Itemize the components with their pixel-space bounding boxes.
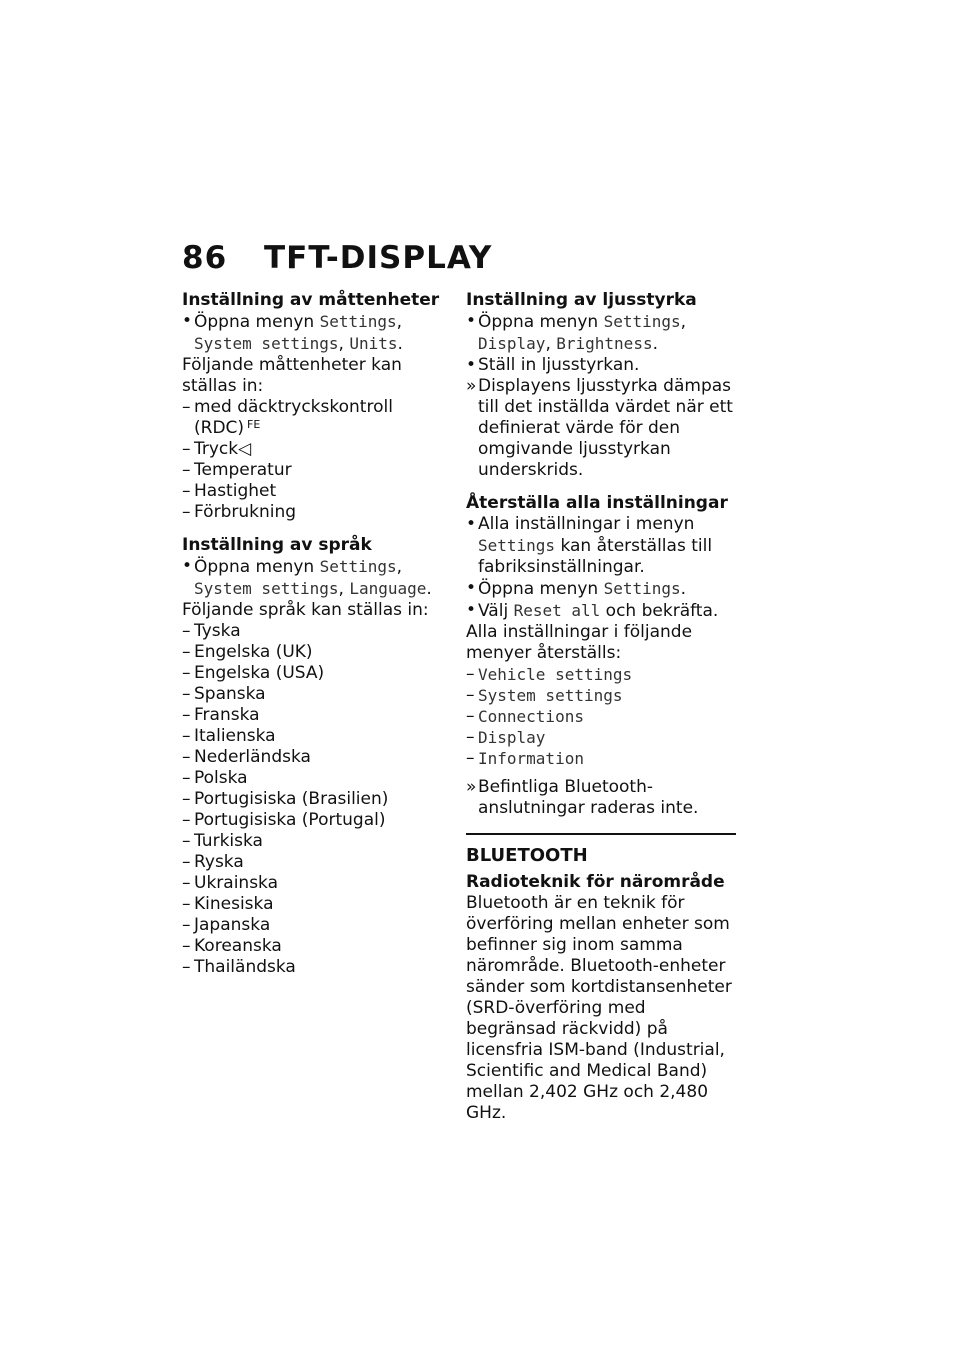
right-column: [466, 290, 736, 1124]
reset-intro: Alla inställningar i följande menyer återställs:: [466, 622, 693, 663]
bluetooth-section: [466, 845, 736, 1124]
language-intro: Följande språk kan ställas in:: [182, 600, 429, 620]
page-title: [182, 240, 492, 276]
bullet-icon: •: [182, 311, 193, 331]
menu-path-settings: Settings: [603, 312, 681, 331]
reset-step-select: [466, 600, 736, 622]
list-item: – Koreanska: [182, 936, 282, 956]
language-section: [182, 535, 452, 978]
list-item: – Connections: [466, 706, 584, 726]
left-column: [182, 290, 452, 978]
step-text: Öppna menyn Settings, System settings, Units.: [194, 312, 403, 354]
brightness-step-set: [466, 355, 736, 376]
result-text: Befintliga Bluetooth-anslutningar raderas inte.: [478, 777, 699, 818]
list-item: – Temperatur: [182, 460, 292, 480]
fe-superscript: FE: [247, 418, 261, 431]
bullet-icon: •: [466, 578, 477, 598]
menu-path-system-settings: System settings: [194, 334, 339, 353]
result-arrow-icon: »: [466, 376, 477, 396]
menu-path-units: Units: [349, 334, 398, 353]
list-item: – Information: [466, 748, 584, 768]
brightness-step-open-menu: [466, 311, 736, 355]
menu-path-brightness: Brightness: [556, 334, 653, 353]
brightness-heading: Inställning av ljusstyrka: [466, 290, 697, 310]
list-item: – Tyska: [182, 621, 241, 641]
list-item: – Display: [466, 727, 546, 747]
reset-heading: Återställa alla inställningar: [466, 493, 728, 513]
result-arrow-icon: »: [466, 777, 477, 797]
brightness-section: [466, 290, 736, 481]
menu-path-language: Language: [349, 579, 427, 598]
section-divider: [466, 833, 736, 835]
step-text: Alla inställningar i menyn Settings kan återställas till fabriksinställningar.: [478, 514, 713, 577]
bullet-icon: •: [182, 556, 193, 576]
menu-path-system-settings: System settings: [194, 579, 339, 598]
page-number: 86: [182, 240, 228, 276]
bullet-icon: •: [466, 600, 477, 620]
list-item: – Spanska: [182, 684, 266, 704]
list-item: – Portugisiska (Portugal): [182, 810, 386, 830]
list-item: – Turkiska: [182, 831, 263, 851]
step-text: Ställ in ljusstyrkan.: [478, 355, 640, 375]
brightness-result: [466, 376, 736, 481]
list-item: – Ryska: [182, 852, 244, 872]
list-item: – Engelska (UK): [182, 642, 313, 662]
list-item: – Tryck◁: [182, 439, 252, 459]
step-text: Öppna menyn Settings.: [478, 579, 687, 599]
list-item: – Ukrainska: [182, 873, 279, 893]
tryck-triangle-icon: ◁: [238, 439, 252, 459]
bluetooth-heading: BLUETOOTH: [466, 845, 588, 866]
list-item: – Franska: [182, 705, 260, 725]
step-text: Öppna menyn Settings, System settings, Language.: [194, 557, 432, 599]
menu-path-settings: Settings: [478, 536, 556, 555]
language-step-open-menu: [182, 556, 452, 600]
units-intro: Följande måttenheter kan ställas in:: [182, 355, 402, 396]
reset-result: [466, 777, 736, 819]
list-item: – Hastighet: [182, 481, 277, 501]
menu-path-reset-all: Reset all: [513, 601, 601, 620]
reset-step-open-menu: [466, 578, 736, 600]
list-item: – Polska: [182, 768, 248, 788]
reset-step-info: [466, 514, 736, 578]
list-item: – Kinesiska: [182, 894, 274, 914]
step-text: Välj Reset all och bekräfta.: [478, 601, 719, 621]
list-item: – Thailändska: [182, 957, 296, 977]
result-text: Displayens ljusstyrka dämpas till det inställda värdet när ett definierat värde för den omgivande ljusstyrkan underskrids.: [478, 376, 733, 480]
menu-path-settings: Settings: [319, 312, 397, 331]
menu-path-settings: Settings: [603, 579, 681, 598]
list-item: – med däcktryckskontroll (RDC) $^{FE}$: [182, 397, 393, 438]
units-heading: Inställning av måttenheter: [182, 290, 440, 310]
units-step-open-menu: [182, 311, 452, 355]
bullet-icon: •: [466, 311, 477, 331]
menu-path-settings: Settings: [319, 557, 397, 576]
units-section: [182, 290, 452, 523]
reset-section: [466, 493, 736, 819]
step-text: Öppna menyn Settings, Display, Brightness.: [478, 312, 687, 354]
list-item: – Engelska (USA): [182, 663, 325, 683]
bluetooth-subheading: Radioteknik för närområde: [466, 872, 725, 892]
list-item: – Förbrukning: [182, 502, 297, 522]
bullet-icon: •: [466, 514, 477, 534]
list-item: – Nederländska: [182, 747, 311, 767]
list-item: – Japanska: [182, 915, 271, 935]
list-item: – Portugisiska (Brasilien): [182, 789, 389, 809]
language-heading: Inställning av språk: [182, 535, 372, 555]
list-item: – System settings: [466, 685, 623, 705]
bluetooth-body: Bluetooth är en teknik för överföring mellan enheter som befinner sig inom samma närområde. Bluetooth-enheter sänder som kortdistansenheter (SRD-överföring med begränsad räckvidd) på licensfria ISM-band (Industrial, Scientific and Medical Band) mellan 2,402 GHz och 2,480 GHz.: [466, 893, 732, 1123]
chapter-title: TFT-DISPLAY: [264, 240, 493, 276]
list-item: – Vehicle settings: [466, 664, 633, 684]
bullet-icon: •: [466, 355, 477, 375]
list-item: – Italienska: [182, 726, 276, 746]
menu-path-display: Display: [478, 334, 546, 353]
